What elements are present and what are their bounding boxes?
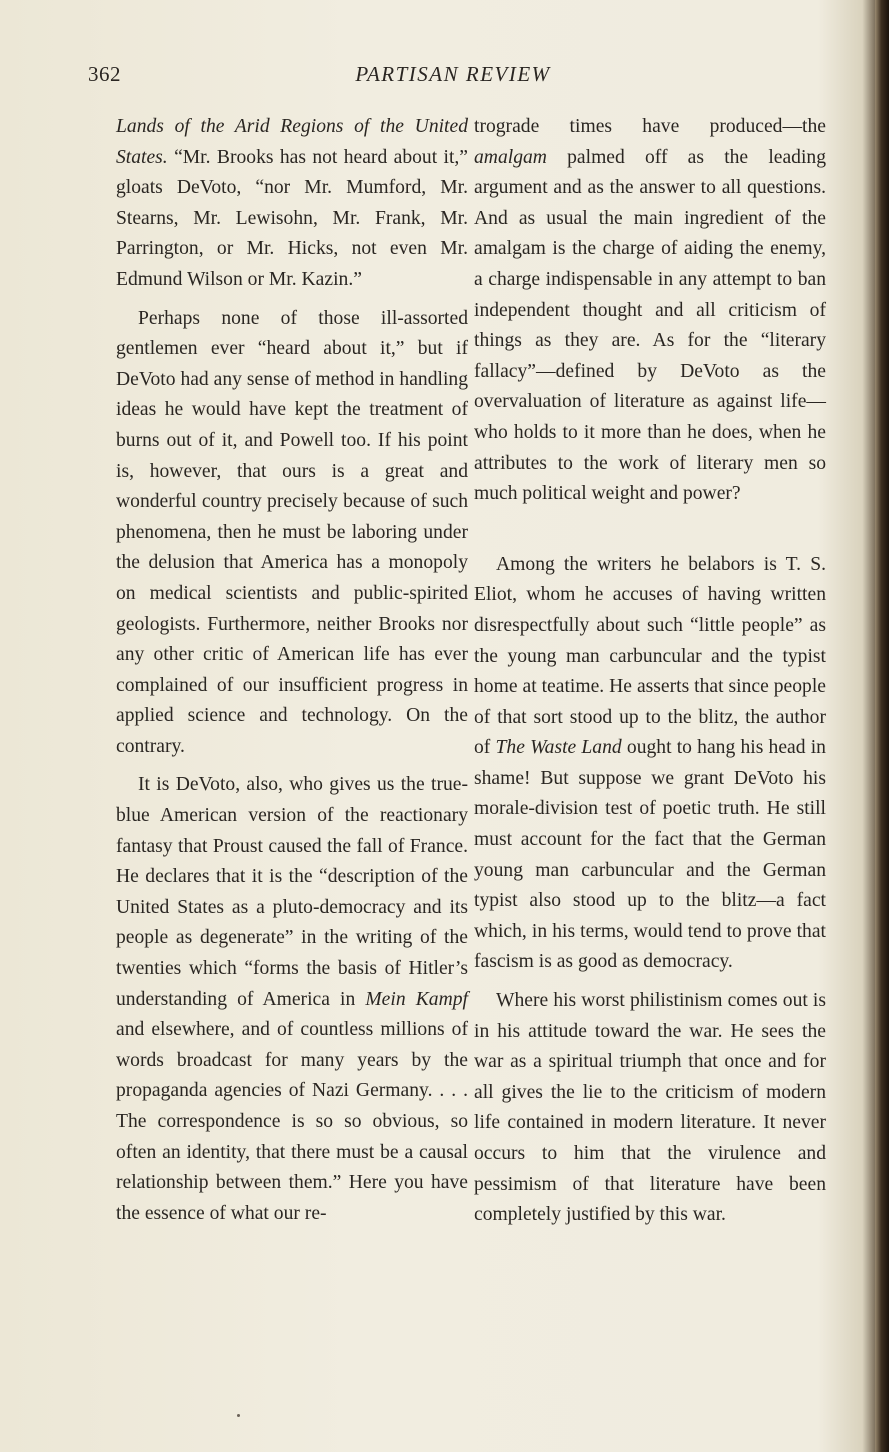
paragraph-text: and elsewhere, and of countless millions of words broadcast for many years by the propaganda agencies of Nazi Germany. . . . The correspondence is so so obvious, so often an identity, that there must be a causal relationship between them.” Here you have the essence of what our re- bbox=[116, 1019, 468, 1224]
speck-mark bbox=[237, 1414, 240, 1417]
book-title-italic: The Waste Land bbox=[495, 737, 622, 759]
paragraph-text: Among the writers he belabors is T. S. Eliot, whom he accuses of having written disrespectfully about such “little people” as the young man carbuncular and the typist home at teatime. He asserts that since people of that sort stood up to the blitz, the author of bbox=[474, 553, 826, 759]
paragraph-text: ought to hang his head in shame! But suppose we grant DeVoto his morale-division test of poetic truth. He still must account for the fact that the German young man carbuncular and the German typist also stood up to the blitz—a fact which, in his terms, would tend to prove that fascism is as good as democracy. bbox=[474, 737, 826, 973]
running-head: PARTISAN REVIEW bbox=[355, 62, 551, 86]
paragraph bbox=[474, 112, 826, 510]
right-column bbox=[474, 112, 826, 1231]
book-title-italic: Mein Kampf bbox=[365, 988, 468, 1010]
book-spine-edge bbox=[875, 0, 889, 1452]
page-header bbox=[88, 62, 818, 92]
paragraph bbox=[116, 770, 468, 1229]
paragraph-text: trograde times have produced—the bbox=[474, 116, 826, 137]
paragraph: Perhaps none of those ill-assorted gentlemen ever “heard about it,” but if DeVoto had any sense of method in handling ideas he would have kept the treatment of burns out of it, and Powell too. If his point is, however, that ours is a great and wonderful country precisely because of such phenomena, then he must be laboring under the delusion that America has a monopoly on medical scientists and public-spirited geologists. Furthermore, neither Brooks nor any other critic of American life has ever complained of our insufficient progress in applied science and technology. On the contrary. bbox=[116, 307, 468, 757]
paragraph: Where his worst philistinism comes out is in his attitude toward the war. He sees the war as a spiritual triumph that once and for all gives the lie to the criticism of modern life contained in modern literature. It never occurs to him that the virulence and pessimism of that literature have been completely justified by this war. bbox=[474, 990, 826, 1226]
paragraph-text: It is DeVoto, also, who gives us the true-blue American version of the reactionary fantasy that Proust caused the fall of France. He declares that it is the “description of the United States as a pluto-democracy and its people as degenerate” in the writing of the twenties which “forms the basis of Hitler’s understanding of America in bbox=[116, 774, 468, 1010]
paragraph-text: “Mr. Brooks has not heard about it,” gloats DeVoto, “nor Mr. Mumford, Mr. Stearns, Mr. Lewisohn, Mr. Frank, Mr. Parrington, or Mr. Hicks, not even Mr. Edmund Wilson or Mr. Kazin.” bbox=[116, 146, 468, 290]
paragraph bbox=[116, 112, 468, 296]
left-column bbox=[116, 112, 468, 1229]
book-title-italic: Lands of the Arid Regions of the United States. bbox=[116, 116, 468, 168]
paragraph bbox=[474, 550, 826, 978]
emphasis-italic: amalgam bbox=[474, 146, 547, 168]
page-number: 362 bbox=[88, 62, 121, 86]
paragraph-text: palmed off as the leading argument and as the answer to all questions. And as usual the main ingredient of the amalgam is the charge of aiding the enemy, a charge indispensable in any attempt to ban independent thought and all criticism of things as they are. As for the “literary fallacy”—defined by DeVoto as the overvaluation of literature as against life—who holds to it more than he does, when he attributes to the work of literary men so much political weight and power? bbox=[474, 146, 826, 505]
